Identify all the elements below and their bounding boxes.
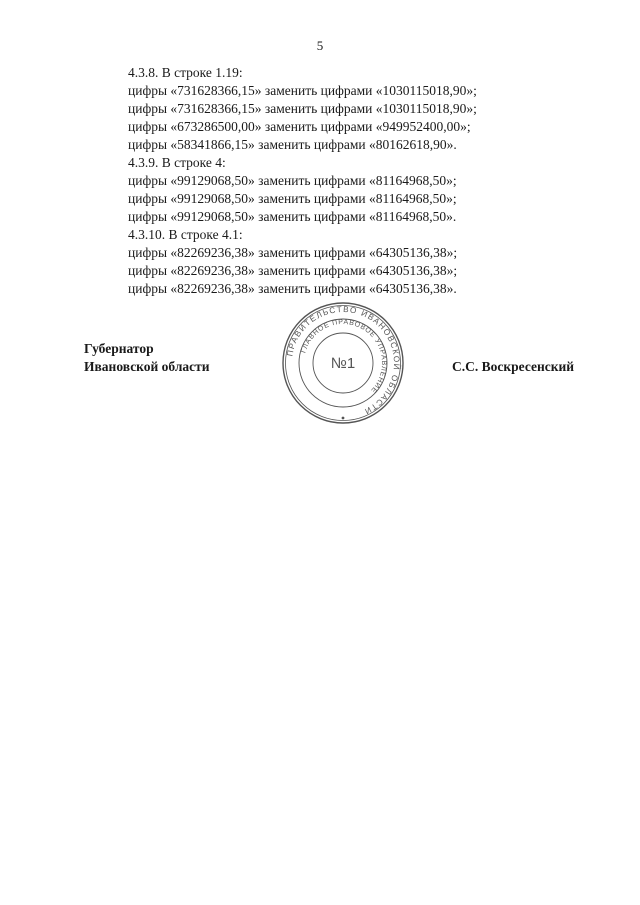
amendment-line: цифры «731628366,15» заменить цифрами «1030115018,90»; <box>128 83 477 98</box>
official-seal <box>280 300 406 426</box>
seal-inner-text: ГЛАВНОЕ ПРАВОВОЕ УПРАВЛЕНИЕ <box>300 318 388 395</box>
amendment-line: цифры «82269236,38» заменить цифрами «64305136,38»; <box>128 245 458 260</box>
section-heading-4-3-10: 4.3.10. В строке 4.1: <box>128 227 243 242</box>
section-heading-4-3-9: 4.3.9. В строке 4: <box>128 155 226 170</box>
amendment-line: цифры «99129068,50» заменить цифрами «81164968,50»; <box>128 191 457 206</box>
page-number: 5 <box>316 38 324 53</box>
section-heading-4-3-8: 4.3.8. В строке 1.19: <box>128 65 243 80</box>
seal-star-dot <box>342 417 345 420</box>
signer-position <box>84 340 210 376</box>
signer-region: Ивановской области <box>84 359 210 374</box>
signer-name: С.С. Воскресенский <box>452 359 575 374</box>
amendment-line: цифры «99129068,50» заменить цифрами «81164968,50»; <box>128 173 457 188</box>
signer-title: Губернатор <box>84 341 154 356</box>
amendment-line: цифры «82269236,38» заменить цифрами «64305136,38»; <box>128 263 458 278</box>
seal-center-text: №1 <box>330 355 356 372</box>
amendment-line: цифры «99129068,50» заменить цифрами «81164968,50». <box>128 209 457 224</box>
amendment-line: цифры «58341866,15» заменить цифрами «80162618,90». <box>128 137 457 152</box>
amendment-line: цифры «673286500,00» заменить цифрами «949952400,00»; <box>128 119 471 134</box>
amendment-line: цифры «731628366,15» заменить цифрами «1030115018,90»; <box>128 101 477 116</box>
amendments-block <box>128 64 548 298</box>
seal-outer-text: ПРАВИТЕЛЬСТВО ИВАНОВСКОЙ ОБЛАСТИ <box>285 304 402 417</box>
signature-block <box>0 304 640 436</box>
amendment-line: цифры «82269236,38» заменить цифрами «64305136,38». <box>128 281 457 296</box>
